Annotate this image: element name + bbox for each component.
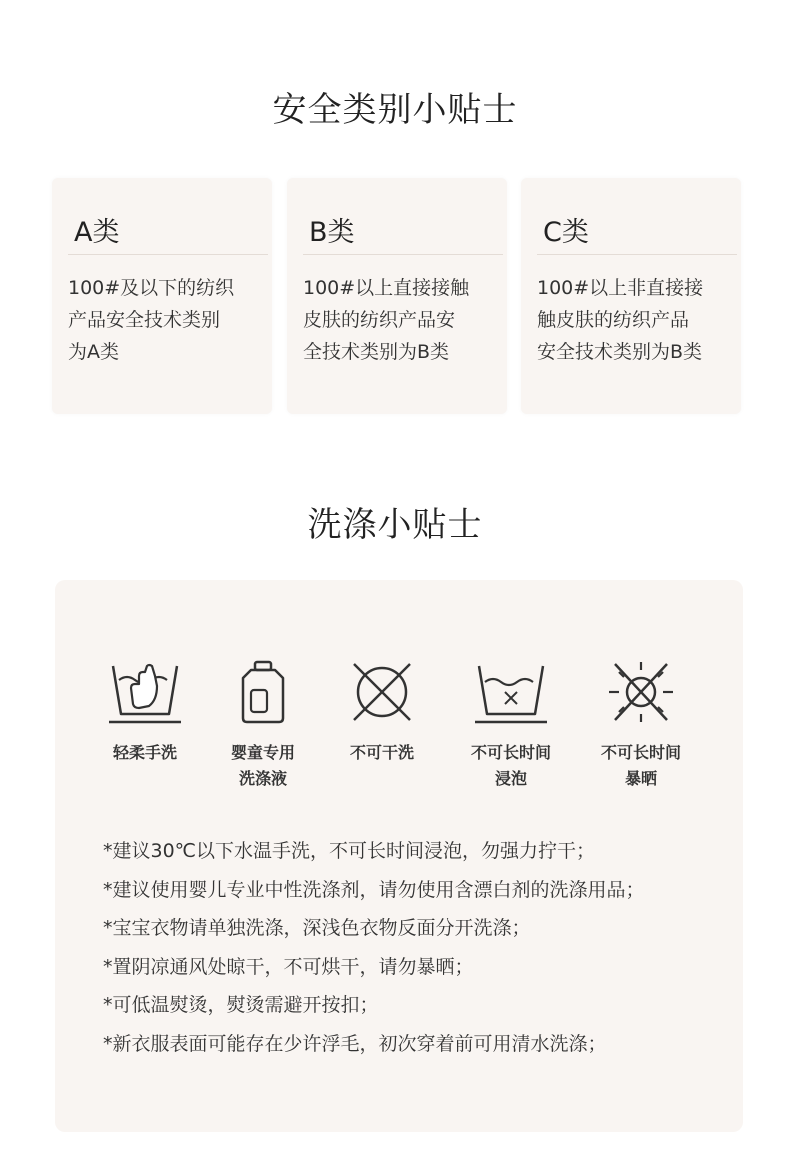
no-soak-icon (475, 660, 547, 724)
wash-tip: *宝宝衣物请单独洗涤，深浅色衣物反面分开洗涤； (103, 917, 531, 939)
card-class-a (52, 178, 272, 414)
icon-label-line: 轻柔手洗 (112, 743, 177, 762)
card-class-c (521, 178, 741, 414)
icon-label-line: 洗涤液 (238, 769, 287, 788)
card-text (537, 272, 733, 368)
card-line: 100#以上非直接接 (537, 277, 704, 299)
icon-label (451, 740, 571, 792)
card-line: 皮肤的纺织产品安 (303, 309, 456, 331)
wash-tip: *新衣服表面可能存在少许浮毛，初次穿着前可用清水洗涤； (103, 1032, 607, 1055)
card-divider (303, 254, 503, 255)
icon-label-line: 暴晒 (624, 769, 657, 788)
icon-label-line: 不可长时间 (470, 743, 551, 762)
card-line: 产品安全技术类别 (68, 309, 221, 331)
icon-item-hand-wash (85, 660, 205, 766)
card-line: 为A类 (68, 341, 119, 363)
icon-label (322, 740, 442, 766)
card-divider (68, 254, 268, 255)
safety-cards (52, 178, 742, 416)
icon-label (581, 740, 701, 792)
icon-label (85, 740, 205, 766)
no-sun-icon (605, 660, 677, 724)
card-line: 100#及以下的纺织 (68, 277, 235, 299)
icon-label (203, 740, 323, 792)
wash-tip: *置阴凉通风处晾干，不可烘干，请勿暴晒； (103, 955, 474, 978)
card-line: 100#以上直接接触 (303, 277, 470, 299)
card-line: 全技术类别为B类 (303, 341, 450, 363)
wash-tip: *可低温熨烫，熨烫需避开按扣； (103, 994, 379, 1016)
wash-tip: *建议30℃以下水温手洗，不可长时间浸泡，勿强力拧干； (103, 840, 596, 862)
icon-item-no-soak (451, 660, 571, 792)
wash-tips-list (103, 832, 733, 1063)
card-text (68, 272, 264, 368)
icon-item-detergent (203, 660, 323, 792)
hand-wash-icon (109, 660, 181, 724)
card-title: C类 (543, 217, 589, 248)
card-class-b (287, 178, 507, 414)
card-title: A类 (74, 217, 120, 248)
icon-label-line: 婴童专用 (230, 743, 295, 762)
card-line: 触皮肤的纺织产品 (537, 309, 690, 331)
wash-tips-panel (55, 580, 743, 1132)
icon-label-line: 不可长时间 (600, 743, 681, 762)
wash-tip: *建议使用婴儿专业中性洗涤剂，请勿使用含漂白剂的洗涤用品； (103, 878, 645, 901)
icon-item-no-dry-clean (322, 660, 442, 766)
card-text (303, 272, 499, 368)
wash-section-title: 洗涤小贴士 (307, 505, 483, 545)
safety-section-title: 安全类别小贴士 (272, 90, 518, 130)
icon-item-no-sun (581, 660, 701, 792)
icon-label-line: 不可干洗 (349, 743, 414, 762)
card-divider (537, 254, 737, 255)
card-title: B类 (309, 217, 355, 248)
card-line: 安全技术类别为B类 (537, 341, 703, 363)
detergent-bottle-icon (227, 660, 299, 724)
icon-label-line: 浸泡 (494, 769, 527, 788)
no-dry-clean-icon (346, 660, 418, 724)
